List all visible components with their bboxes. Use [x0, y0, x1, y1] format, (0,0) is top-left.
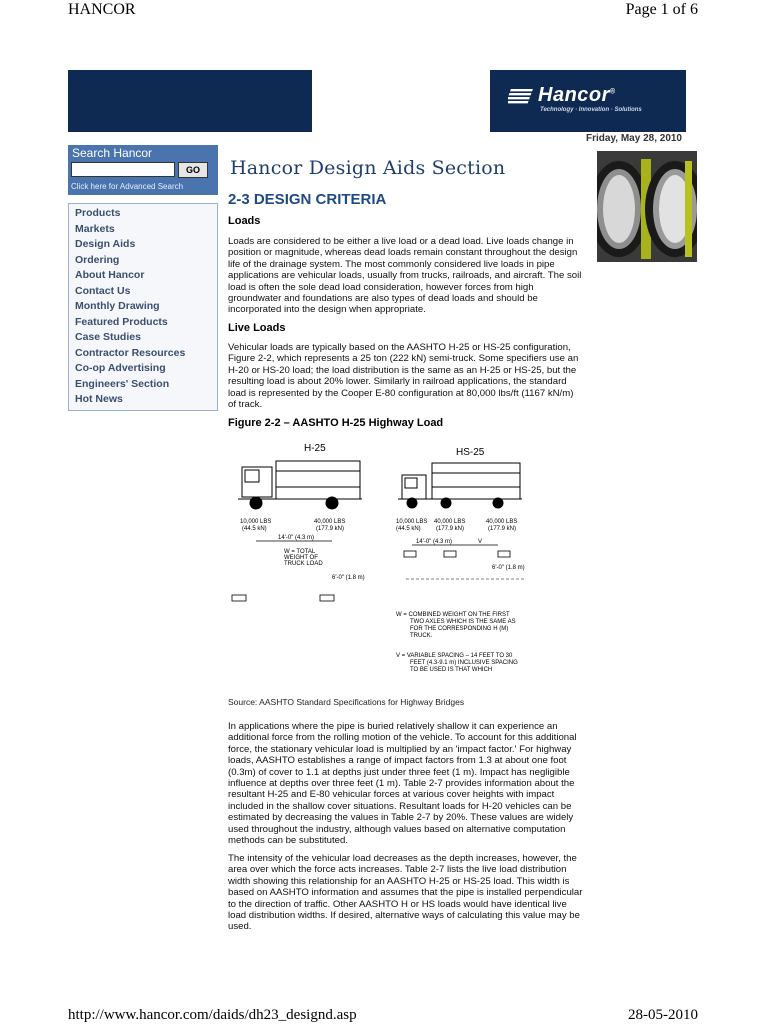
hancor-logo[interactable] — [508, 84, 678, 120]
logo-wordmark: Hancor® — [538, 84, 616, 106]
hs25-footprint-2 — [444, 551, 456, 557]
hancor-logo-mark-icon — [508, 86, 536, 108]
search-title: Search Hancor — [72, 146, 153, 160]
nav-item-hot-news[interactable]: Hot News — [75, 393, 123, 405]
current-date: Friday, May 28, 2010 — [586, 133, 682, 144]
hs25-wheel-gauge: 6'-0" (1.8 m) — [492, 565, 525, 571]
print-header-left: HANCOR — [68, 1, 136, 18]
hs25-axle-spacing-1: 14'-0" (4.3 m) — [416, 539, 452, 545]
figure-note-v-3: TO BE USED IS THAT WHICH — [410, 667, 493, 673]
hs25-axle-spacing-v: V — [478, 539, 483, 545]
h25-rear-axle-kn: (177.9 kN) — [316, 526, 345, 532]
h25-w-note-2: WEIGHT OF — [284, 555, 318, 561]
h25-rear-axle-load: 40,000 LBS — [314, 519, 346, 525]
hs25-axle-1-kn: (44.5 kN) — [396, 526, 421, 532]
aashto-load-diagram — [228, 437, 528, 682]
figure-note-v-1: V = VARIABLE SPACING – 14 FEET TO 30 — [396, 653, 513, 659]
search-input[interactable] — [71, 162, 175, 177]
hs25-axle-1-load: 10,000 LBS — [396, 519, 428, 525]
hs25-axle-2-load: 40,000 LBS — [434, 519, 466, 525]
hs25-axle-3-kn: (177.9 kN) — [488, 526, 517, 532]
hs25-truck-icon — [398, 463, 522, 508]
nav-item-markets[interactable]: Markets — [75, 222, 115, 235]
load-intensity-paragraph: The intensity of the vehicular load decreases as the depth increases, however, the area over which the force acts increases. Table 2-7 lists the live load distribution width showing this relationship for an AASHTO H-25 or HS-25 load. This width is based on AASHTO information and assumes that the pipe is installed perpendicular to the direction of traffic. Other AASHTO H or HS loads would have identical live load distribution widths. If desired, alternative ways of calculating this value may be used. — [228, 853, 583, 933]
print-footer-date: 28-05-2010 — [628, 1007, 698, 1023]
print-footer-url: http://www.hancor.com/daids/dh23_designd.asp — [68, 1007, 357, 1023]
advanced-search-link[interactable]: Click here for Advanced Search — [71, 182, 184, 191]
nav-item-featured-products[interactable]: Featured Products — [75, 315, 168, 328]
nav-item-case-studies[interactable]: Case Studies — [75, 331, 141, 343]
h25-axle-spacing: 14'-0" (4.3 m) — [278, 535, 314, 541]
header-banner-left — [68, 70, 312, 132]
nav-item-ordering[interactable]: Ordering — [75, 253, 120, 266]
h25-front-axle-kn: (44.5 kN) — [242, 526, 267, 532]
figure-caption: Figure 2-2 – AASHTO H-25 Highway Load — [228, 417, 444, 429]
h25-w-note-1: W = TOTAL — [284, 549, 316, 555]
sidebar-nav — [68, 203, 218, 411]
live-loads-heading: Live Loads — [228, 322, 286, 334]
hs25-title: HS-25 — [456, 447, 485, 458]
figure-note-w-1: W = COMBINED WEIGHT ON THE FIRST — [396, 612, 510, 618]
h25-wheel-gauge: 6'-0" (1.8 m) — [332, 575, 365, 581]
loads-heading: Loads — [228, 215, 261, 227]
impact-factor-paragraph: In applications where the pipe is buried relatively shallow it can experience an additional force from the rolling motion of the vehicle. To account for this additional force, the stationary vehicular load is multiplied by an 'impact factor.' For highway loads, AASHTO establishes a range of impact factors from 1.3 at about one foot (0.3m) of cover to 1.1 at depths just under three feet (1 m). Impact has negligible influence at depths over three feet (1 m). Table 2-7 provides information about the resultant H-25 and E-80 vehicular forces at various cover heights with impact included in the shallow cover situations. Resultant loads for H-20 vehicles can be estimated by decreasing the values in Table 2-7 by 20%. These values are widely used throughout the industry, although values based on alternative computation methods can be substituted. — [228, 721, 577, 847]
hs25-footprint-1 — [404, 551, 416, 557]
nav-item-design-aids[interactable]: Design Aids — [75, 238, 136, 250]
nav-item-co-op-advertising[interactable]: Co-op Advertising — [75, 362, 166, 374]
hs25-axle-2-kn: (177.9 kN) — [436, 526, 465, 532]
section-title: Hancor Design Aids Section — [230, 157, 506, 179]
pipe-product-photo — [597, 151, 697, 262]
hs25-axle-3-load: 40,000 LBS — [486, 519, 518, 525]
logo-tagline: Technology · Innovation · Solutions — [540, 107, 642, 113]
h25-wheel-footprint-left — [232, 595, 246, 601]
figure-note-w-2: TWO AXLES WHICH IS THE SAME AS — [410, 619, 516, 625]
h25-w-note-3: TRUCK LOAD — [284, 561, 323, 567]
h25-front-axle-load: 10,000 LBS — [240, 519, 272, 525]
h25-wheel-footprint-right — [320, 595, 334, 601]
nav-item-about-hancor[interactable]: About Hancor — [75, 269, 145, 281]
loads-paragraph: Loads are considered to be either a live load or a dead load. Live loads change in position or magnitude, whereas dead loads remain constant throughout the design life of the drainage system. The most commonly considered live loads in pipe applications are vehicular loads, usually from trucks, railroads, and aircraft. The soil load is often the sole dead load consideration, however forces from high groundwater and foundations are also types of dead loads and should be incorporated into the design when appropriate. — [228, 236, 582, 316]
h25-truck-icon — [238, 461, 362, 509]
figure-note-w-4: TRUCK. — [410, 633, 433, 639]
nav-item-products[interactable]: Products — [75, 207, 121, 219]
page-heading: 2-3 DESIGN CRITERIA — [228, 191, 387, 208]
figure-note-w-3: FOR THE CORRESPONDING H (M) — [410, 626, 509, 632]
h25-title: H-25 — [304, 443, 326, 454]
nav-item-contact-us[interactable]: Contact Us — [75, 284, 131, 297]
pipe-coupling-image — [597, 151, 697, 262]
print-header-page: Page 1 of 6 — [625, 1, 698, 18]
figure-source: Source: AASHTO Standard Specifications for Highway Bridges — [228, 697, 465, 707]
hs25-footprint-3 — [498, 551, 510, 557]
nav-item-engineers-section[interactable]: Engineers' Section — [75, 377, 170, 390]
figure-note-v-2: FEET (4.3-9.1 m) INCLUSIVE SPACING — [410, 660, 518, 666]
search-go-button[interactable]: GO — [178, 162, 208, 178]
nav-item-monthly-drawing[interactable]: Monthly Drawing — [75, 300, 160, 312]
live-loads-paragraph: Vehicular loads are typically based on the AASHTO H-25 or HS-25 configuration, Figure 2-2, which represents a 25 ton (222 kN) semi-truck. Some specifiers use an H-20 or HS-20 load; the load distribution is the same as an H-25 or HS-25, but the resulting load is about 20% lower. Similarly in railroad applications, the standard load is represented by the Cooper E-80 configuration at 80,000 lbs/ft (1167 kN/m) of track. — [228, 342, 579, 411]
nav-item-contractor-resources[interactable]: Contractor Resources — [75, 346, 186, 359]
search-panel — [68, 145, 218, 195]
